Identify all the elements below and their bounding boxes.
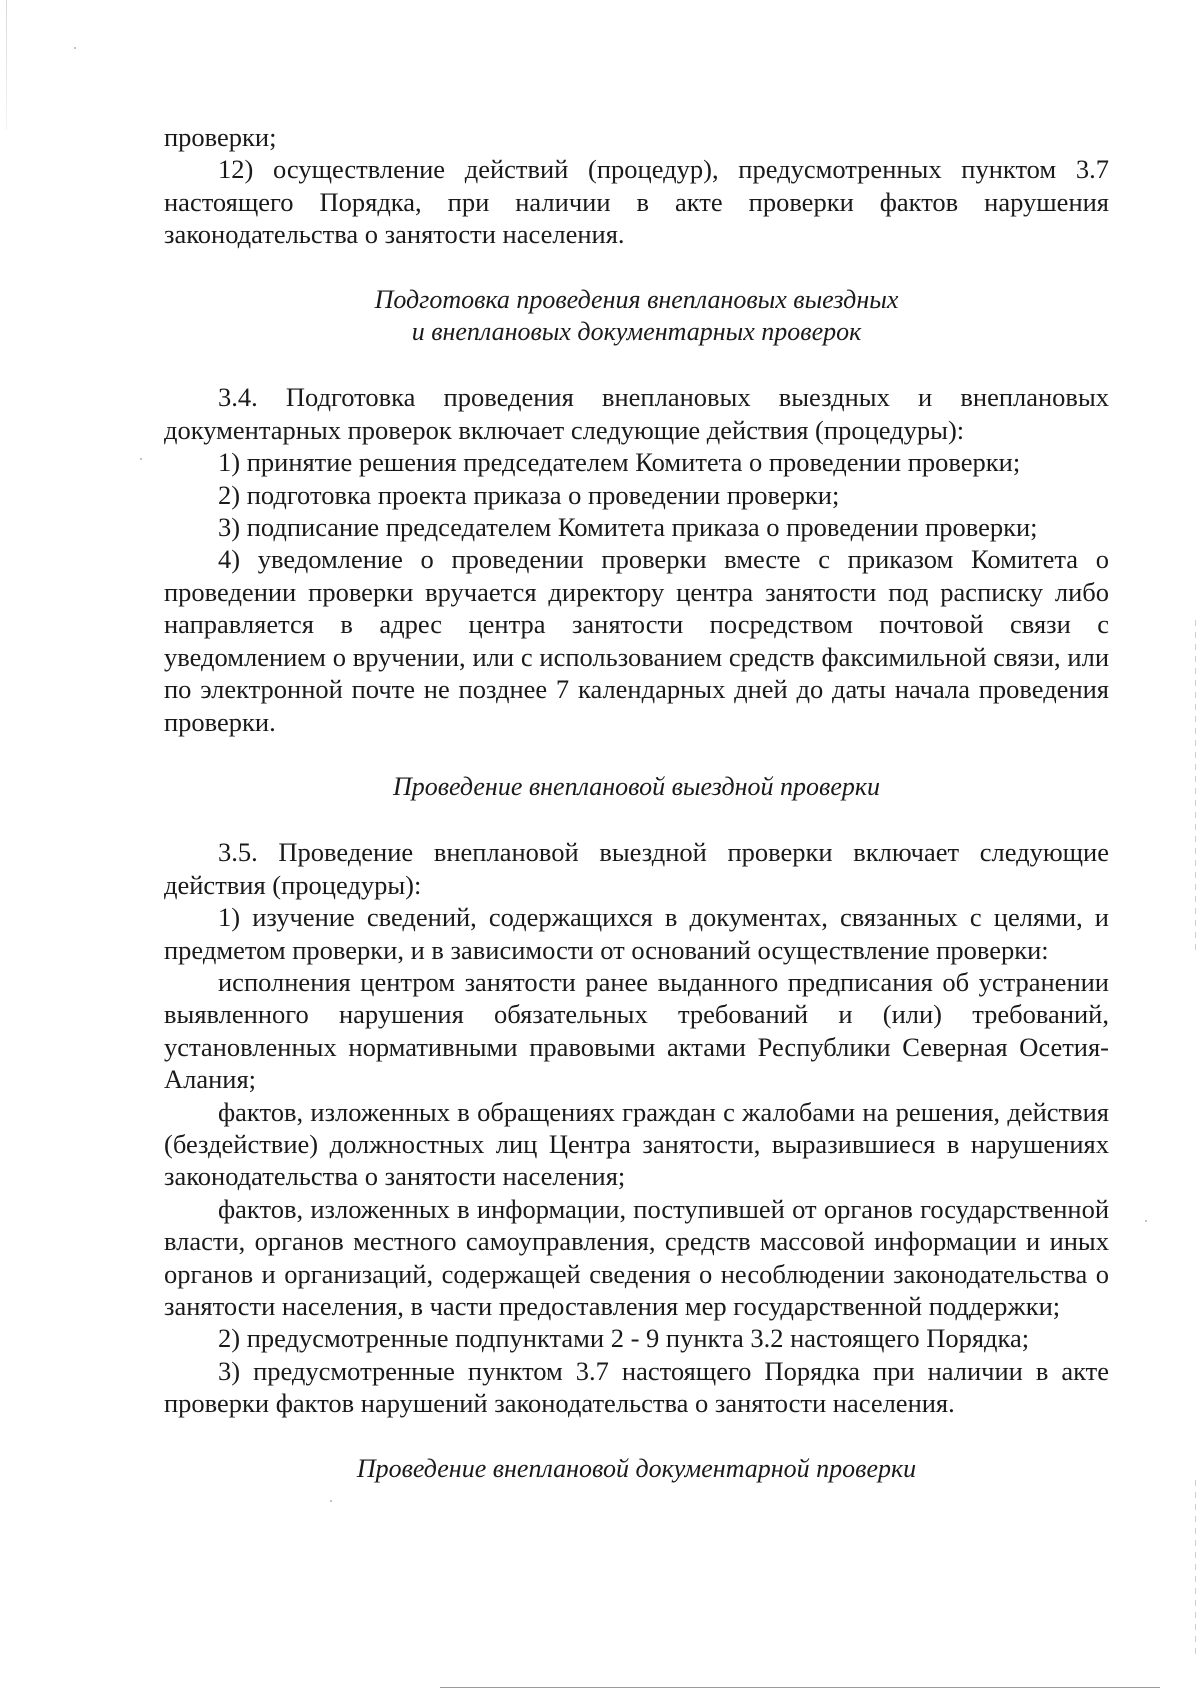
paragraph-item-2: 2) подготовка проекта приказа о проведении проверки; (218, 479, 840, 510)
paragraph-subitem: фактов, изложенных в обращениях граждан с жалобами на решения, действия (бездействие) должностных лиц Центра занятости, выразившиеся в нарушениях законодательства о занятости населения; (164, 1096, 1109, 1192)
scan-bottom-edge (440, 1687, 1160, 1691)
paragraph-item-3: 3) подписание председателем Комитета приказа о проведении проверки; (218, 512, 1038, 543)
scan-speck (330, 1500, 332, 1502)
scan-speck (74, 47, 76, 49)
paragraph-item-2: 2) предусмотренные подпунктами 2 - 9 пункта 3.2 настоящего Порядка; (218, 1323, 1030, 1354)
paragraph-continuation: проверки; (164, 122, 277, 152)
section-heading (164, 284, 1109, 349)
scan-edge-left (6, 0, 7, 130)
heading-line: Проведение внеплановой документарной проверки (356, 1453, 917, 1483)
heading-line: Подготовка проведения внеплановых выездных (374, 284, 899, 314)
heading-line: Проведение внеплановой выездной проверки (392, 771, 881, 801)
scan-edge-right (1195, 1480, 1196, 1660)
paragraph-3-4: 3.4. Подготовка проведения внеплановых выездных и внеплановых документарных проверок включает следующие действия (процедуры): (164, 382, 1109, 445)
paragraph-subitem: исполнения центром занятости ранее выданного предписания об устранении выявленного нарушения обязательных требований и (или) требований, установленных нормативными правовыми актами Республики Северная Осетия-Алания; (164, 966, 1109, 1095)
scan-speck (1145, 1220, 1147, 1222)
heading-line: и внеплановых документарных проверок (411, 317, 862, 347)
paragraph-subitem: фактов, изложенных в информации, поступившей от органов государственной власти, органов местного самоуправления, средств массовой информации и иных органов и организаций, содержащей сведения о несоблюдении законодательства о занятости населения, в части предоставления мер государственной поддержки; (164, 1193, 1109, 1321)
paragraph-item-1: 1) принятие решения председателем Комитета о проведении проверки; (218, 447, 1021, 478)
paragraph-item-12: 12) осуществление действий (процедур), предусмотренных пунктом 3.7 настоящего Порядка, при наличии в акте проверки фактов нарушения законодательства о занятости населения. (164, 154, 1109, 250)
paragraph-3-5: 3.5. Проведение внеплановой выездной проверки включает следующие действия (процедуры): (164, 837, 1109, 900)
section-heading (164, 771, 1109, 803)
scan-speck (140, 458, 142, 460)
document-body (164, 121, 1109, 1485)
scan-edge-right (1195, 620, 1196, 950)
paragraph-item-4: 4) уведомление о проведении проверки вместе с приказом Комитета о проведении проверки вручается директору центра занятости под расписку либо направляется в адрес центра занятости посредством почтовой связи с уведомлением о вручении, или с использованием средств факсимильной связи, или по электронной почте не позднее 7 календарных дней до даты начала проведения проверки. (164, 544, 1109, 737)
paragraph-item-3: 3) предусмотренные пунктом 3.7 настоящего Порядка при наличии в акте проверки фактов нарушений законодательства о занятости населения. (164, 1355, 1109, 1419)
section-heading (164, 1453, 1109, 1485)
paragraph-item-1: 1) изучение сведений, содержащихся в документах, связанных с целями, и предметом проверки, и в зависимости от оснований осуществление проверки: (164, 902, 1109, 965)
